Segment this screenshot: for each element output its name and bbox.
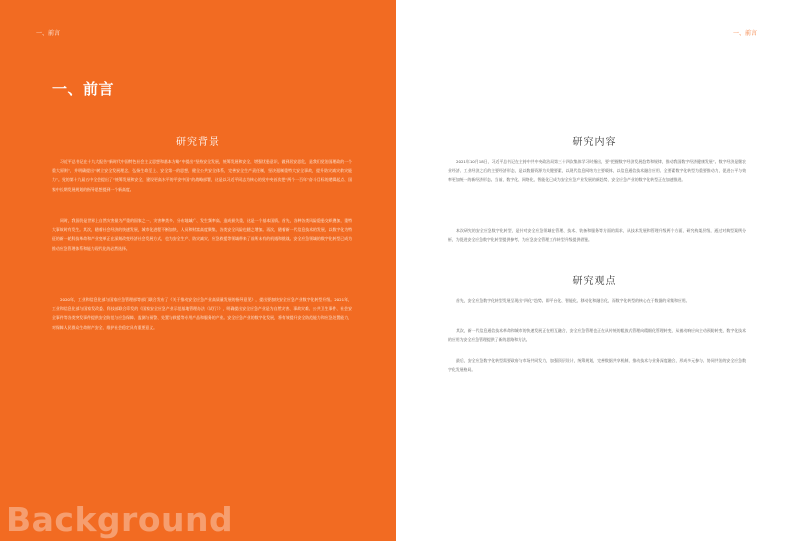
paragraph: 2021年10月18日，习近平总书记在主持中共中央政治局第三十四次集体学习时指出，要“把握数字经济发展趋势和规律，推动我国数字经济健康发展”。数字经济是继农业经济、工业经济之后的主要经济形态，是以数据资源为关键要素，以现代信息网络为主要载体，以信息通信技术融合应用、全要素数字化转型为重要推动力，促进公平与效率更加统一的新经济形态。当前，数字化、网络化、智能化已成为安全应急产业发展的新趋势，安全应急产业的数字化转型正在加速推进。 (448, 159, 746, 183)
right-page (396, 0, 793, 541)
section-title-content: 研究内容 (572, 137, 617, 148)
paragraph: 同时，我国仍是世界上自然灾害最为严重的国家之一，灾害种类多、分布地域广、发生频率高、造成损失重，这是一个基本国情。首先，各种各类风险隐患交织叠加，重特大事故时有发生。其次，随着社会经济的快速发展，城市化进程不断加快，人员和财富高度聚集，各类安全风险也随之增加。再次，随着新一代信息技术的发展，以数字化为特征的新一轮科技革命和产业变革正在深刻改变经济社会发展方式，也为安全生产、防灾减灾、应急救援等领域带来了前所未有的机遇和挑战。安全应急领域的数字化转型已成为推动应急管理体系和能力现代化的必然选择。 (52, 218, 352, 251)
paragraph: 其次，新一代信息通信技术革命和城市的快速发展正在相互融合，安全应急管理也正在从传统的粗放式管理向精细化管理转变，从被动响应向主动预防转变，数字化技术的应用为安全应急管理提供了新的思路和方法。 (448, 328, 746, 343)
paragraph: 习近平总书记在十九大报告“新时代中国特色社会主义思想和基本方略”中提出“坚持安全发展，统筹发展和安全，增强忧患意识，做到居安思危，是我们党治国理政的一个重大原则”，并明确提出“树立安全发展理念，弘扬生命至上、安全第一的思想，健全公共安全体系，完善安全生产责任制，坚决遏制重特大安全事故，提升防灾减灾救灾能力”。党的第十九届五中全会提出了“统筹发展和安全，建设更高水平的平安中国”的战略部署，这是以习近平同志为核心的党中央首次把“两个一百年”奋斗目标的逻辑起点、国家中长期发展规划的指导思想提到一个新高度。 (52, 159, 352, 192)
paragraph: 最后，安全应急数字化转型需要政府与市场共同发力，加强顶层设计，统筹规划，完善数据共享机制，推动技术与业务深度融合，形成多元参与、协同共治的安全应急数字化发展格局。 (448, 358, 746, 373)
section-title-background: 研究背景 (176, 137, 220, 148)
paragraph: 首先，安全应急数字化转型发展呈现出“四化”趋势。即平台化、智能化、移动化和融合化，而数字化转型的核心在于数据的采集和应用。 (456, 298, 690, 303)
paragraph: 2020年，工业和信息化部与国家应急管理部等部门联合发布了《关于推动安全应急产业高质量发展的指导意见》，提出要加快安全应急产业数字化转型升级。2021年，工业和信息化部与国家发改委、科技部联合印发的《国家安全应急产业示范基地管理办法（试行）》，明确提出安全应急产业是为自然灾害、事故灾难、公共卫生事件、社会安全事件等各类突发事件提供安全防范与应急保障、监测与预警、处置与救援等专用产品和服务的产业。安全应急产业的数字化发展，将有效提升安全防范能力和应急处置能力，对保障人民群众生命财产安全、维护社会稳定具有重要意义。 (52, 297, 352, 330)
chapter-title: 一、前言 (52, 80, 115, 98)
left-page (0, 0, 396, 541)
section-title-viewpoints: 研究观点 (572, 276, 617, 287)
background-watermark-word: Background (6, 500, 234, 539)
running-header: 一、前言 (732, 30, 757, 37)
paragraph: 本次研究的安全应急数字化转型，是针对安全应急领域在管理、技术、装备和服务等方面的需求，从技术发展和管理升级两个方面，研究构架层级，通过对典型案例分析，为促进安全应急数字化转型提供参考，为应急安全管理工作转型升级提供借鉴。 (448, 228, 746, 243)
running-header: 一、前言 (36, 30, 61, 37)
